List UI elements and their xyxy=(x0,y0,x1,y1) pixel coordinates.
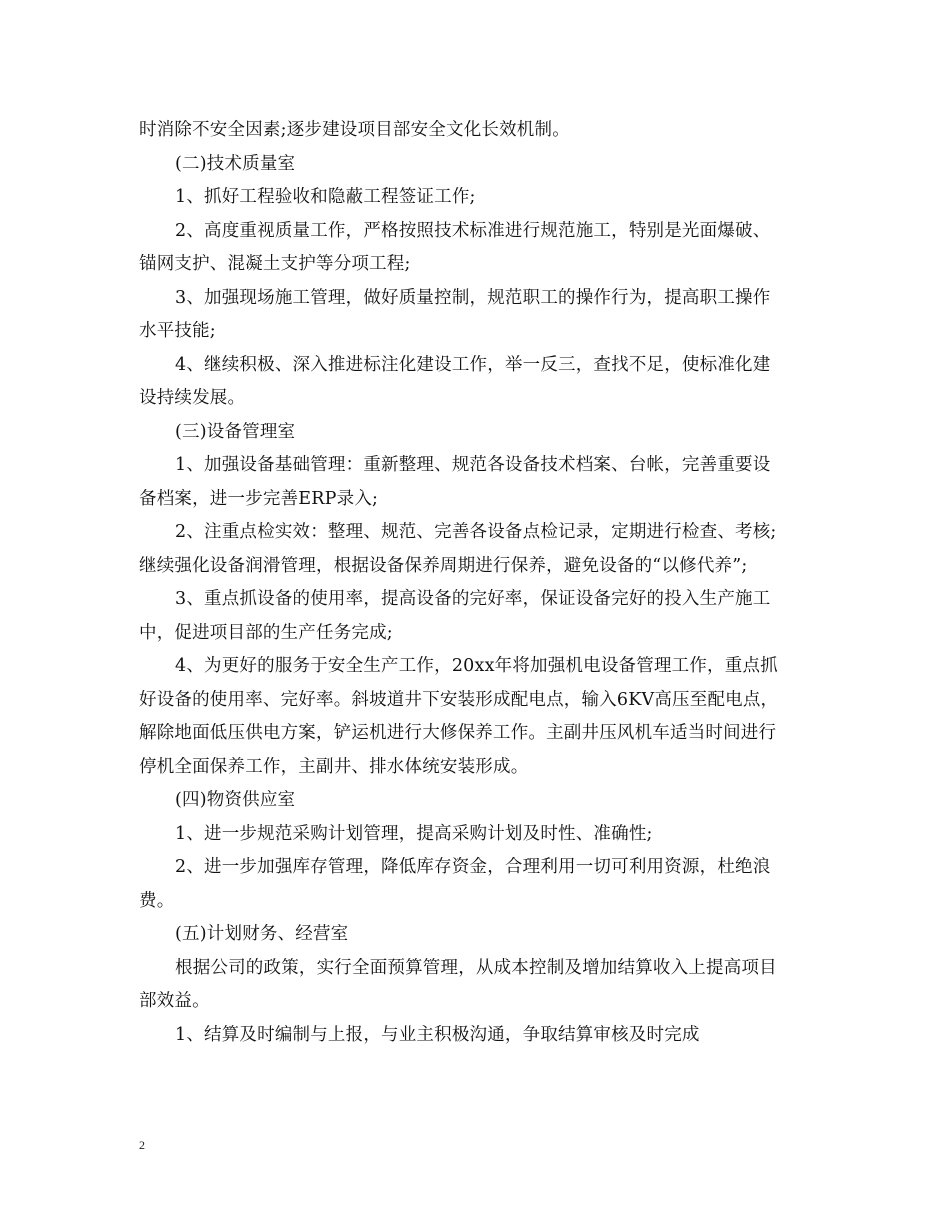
text-line: (四)物资供应室 xyxy=(175,790,296,810)
text-line: 设持续发展。 xyxy=(139,388,246,408)
text-line: 3、重点抓设备的使用率，提高设备的完好率，保证设备完好的投入生产施工 xyxy=(175,589,771,609)
text-line: (五)计划财务、经营室 xyxy=(175,924,349,944)
text-line: 部效益。 xyxy=(139,991,210,1011)
text-line: 停机全面保养工作，主副井、排水体统安装形成。 xyxy=(139,756,529,777)
text-line: 根据公司的政策，实行全面预算管理，从成本控制及增加结算收入上提高项目 xyxy=(175,957,777,978)
text-line: 时消除不安全因素;逐步建设项目部安全文化长效机制。 xyxy=(139,120,570,140)
text-line: 1、进一步规范采购计划管理，提高采购计划及时性、准确性; xyxy=(175,823,653,844)
text-line: 费。 xyxy=(139,890,175,911)
text-line: 锚网支护、混凝土支护等分项工程; xyxy=(139,254,411,274)
text-line: 2、注重点检实效：整理、规范、完善各设备点检记录，定期进行检查、考核; xyxy=(175,522,777,542)
text-line: 中，促进项目部的生产任务完成; xyxy=(139,622,393,643)
text-line: (二)技术质量室 xyxy=(175,153,296,174)
text-line: 备档案，进一步完善ERP录入; xyxy=(139,488,379,509)
text-line: 4、为更好的服务于安全生产工作，20xx年将加强机电设备管理工作，重点抓 xyxy=(175,656,778,676)
text-line: 3、加强现场施工管理，做好质量控制，规范职工的操作行为，提高职工操作 xyxy=(175,287,771,308)
document-body xyxy=(139,114,814,1052)
text-line: (三)设备管理室 xyxy=(175,421,296,442)
text-line: 2、进一步加强库存管理，降低库存资金，合理利用一切可利用资源，杜绝浪 xyxy=(175,857,771,877)
text-line: 1、结算及时编制与上报，与业主积极沟通，争取结算审核及时完成 xyxy=(175,1024,700,1045)
text-line: 好设备的使用率、完好率。斜坡道井下安装形成配电点，输入6KV高压至配电点， xyxy=(139,689,779,710)
text-line: 1、抓好工程验收和隐蔽工程签证工作; xyxy=(175,187,476,207)
page-number: 2 xyxy=(139,1138,145,1152)
text-line: 继续强化设备润滑管理，根据设备保养周期进行保养，避免设备的“以修代养”; xyxy=(139,555,748,576)
text-line: 解除地面低压供电方案，铲运机进行大修保养工作。主副井压风机车适当时间进行 xyxy=(139,723,777,743)
text-line: 2、高度重视质量工作，严格按照技术标准进行规范施工，特别是光面爆破、 xyxy=(175,220,771,241)
text-line: 水平技能; xyxy=(139,321,216,341)
text-line: 1、加强设备基础管理：重新整理、规范各设备技术档案、台帐，完善重要设 xyxy=(175,455,771,475)
text-line: 4、继续积极、深入推进标注化建设工作，举一反三，查找不足，使标准化建 xyxy=(175,354,771,375)
